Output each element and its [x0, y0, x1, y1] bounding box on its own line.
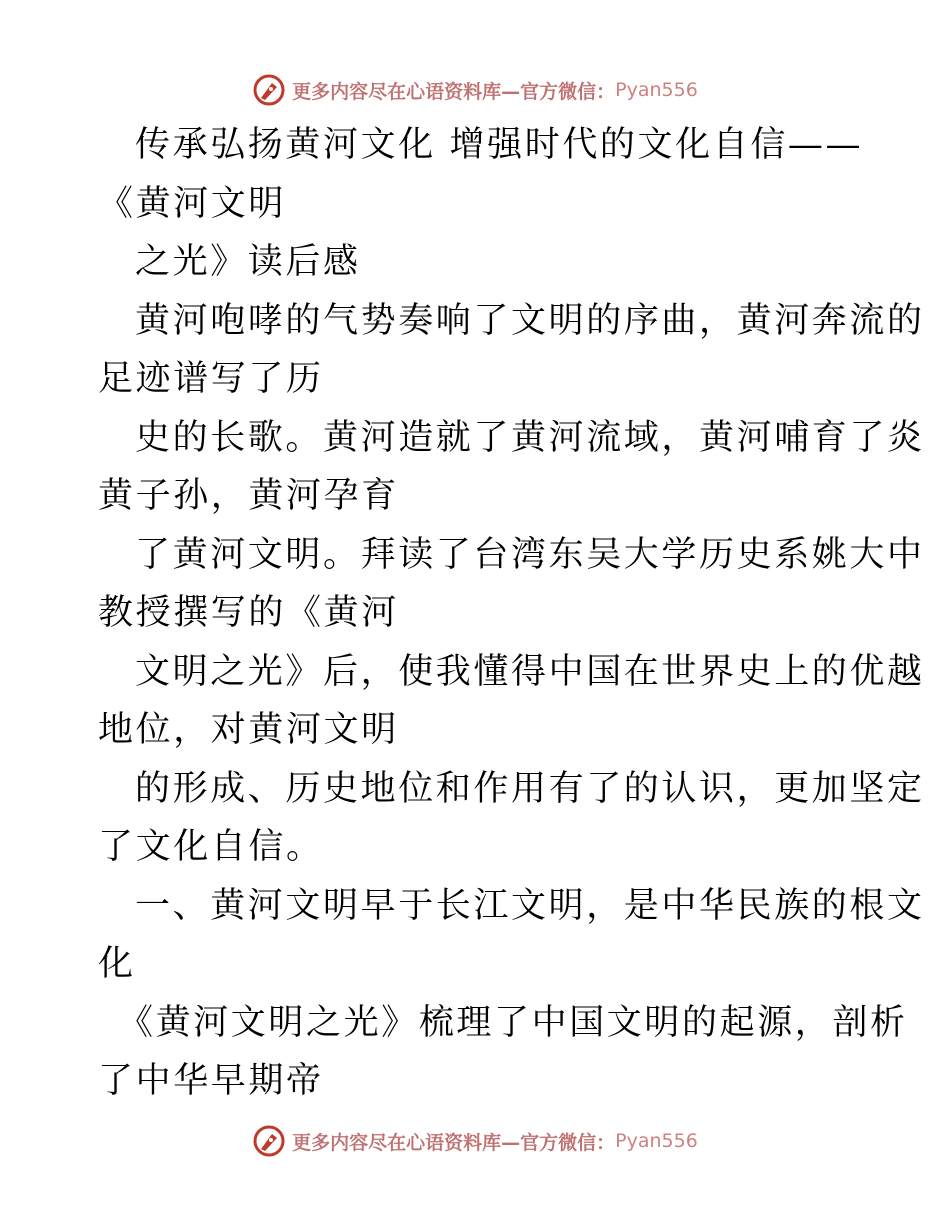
watermark-text: 更多内容尽在心语资料库—官方微信：: [292, 1131, 616, 1154]
paragraph-line: 了中华早期帝: [98, 1061, 324, 1101]
pen-nib-icon: [252, 1124, 286, 1158]
paragraph-line: 了文化自信。: [98, 827, 324, 867]
watermark-account: Pyan556: [615, 79, 698, 101]
paragraph-line: 史的长歌。黄河造就了黄河流域，黄河哺育了炎: [135, 418, 925, 458]
title-line-1: 传承弘扬黄河文化 增强时代的文化自信——: [135, 125, 864, 165]
watermark-account: Pyan556: [615, 1130, 698, 1152]
paragraph-line: 了黄河文明。拜读了台湾东吴大学历史系姚大中: [135, 535, 925, 575]
section-heading-cont: 化: [98, 944, 136, 984]
footer-watermark: [0, 1121, 950, 1161]
paragraph-line: 文明之光》后，使我懂得中国在世界史上的优越: [135, 652, 925, 692]
title-line-2: 《黄河文明: [98, 184, 287, 224]
title-line-3: 之光》读后感: [135, 242, 361, 282]
paragraph-line: 《黄河文明之光》梳理了中国文明的起源，剖析: [118, 1003, 908, 1043]
paragraph-line: 的形成、历史地位和作用有了的认识，更加坚定: [135, 769, 925, 809]
paragraph-line: 教授撰写的《黄河: [98, 593, 399, 633]
pen-nib-icon: [252, 73, 286, 107]
paragraph-line: 黄河咆哮的气势奏响了文明的序曲，黄河奔流的: [135, 301, 925, 341]
header-watermark: [0, 70, 950, 110]
watermark-text: 更多内容尽在心语资料库—官方微信：: [292, 80, 616, 103]
paragraph-line: 地位，对黄河文明: [98, 710, 399, 750]
paragraph-line: 足迹谱写了历: [98, 359, 324, 399]
paragraph-line: 黄子孙，黄河孕育: [98, 476, 399, 516]
section-heading: 一、黄河文明早于长江文明，是中华民族的根文: [135, 886, 925, 926]
